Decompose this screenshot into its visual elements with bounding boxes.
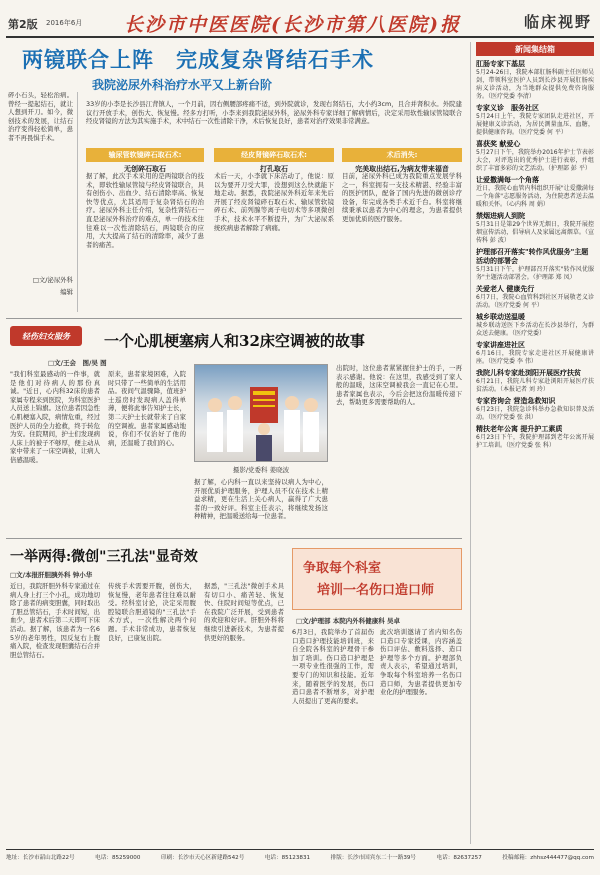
lead-box-1-sub: 无创碎石取石 [124, 165, 166, 173]
footer-rule [6, 849, 594, 850]
sidebar-news-item [476, 140, 594, 173]
sidebar-list [476, 60, 594, 450]
sidebar-news-body: 5月31日下午，护理部召开落实"转作风优服务"主题活动部署会。（护理部 郑 凤） [476, 266, 594, 281]
sidebar-news-item [476, 60, 594, 101]
feature-col-4: 出院时，这位患者紧紧握住护士的手，一再表示感谢。他说：在这里，我感受到了家人般的温暖，这床空调被我会一直记在心里。患者家属也表示，今后会把这份温暖传递下去，帮助更多需要帮助的人。 [336, 364, 462, 407]
sidebar-news-title: 我院儿科专家赴浏阳开展医疗扶贫 [476, 369, 581, 377]
feature-badge [10, 326, 82, 346]
photo-illustration [195, 365, 328, 462]
sidebar-news-item [476, 212, 594, 245]
lead-col-2: 术后一天，小李就下床活动了，他说：原以为要开刀受大罪，没想到这么快就能下地走动。据悉，我院泌尿外科近年来先后开展了经皮肾镜碎石取石术、输尿管软镜碎石术、前列腺等离子电切术等多项微创手术，技术水平不断提升，为广大泌尿系统疾病患者解除了病痛。 [214, 172, 334, 232]
craft-byline: □文/本报肝胆胰外科 钟小华 [10, 571, 93, 579]
page-number: 第2版 [8, 18, 38, 31]
sidebar-news-title: 精扶老年公寓 提升护工素质 [476, 425, 563, 433]
sidebar-title: 新闻集结箱 [515, 44, 555, 54]
lead-box-3-title: 术后消失: [342, 148, 462, 162]
feature-badge-text: 轻伤妇女服务 [22, 331, 70, 341]
feature-col-3: 据了解，心内科一直以来坚持以病人为中心，开展优质护理服务，护理人员不仅在技术上精益求精，更在生活上关心病人，赢得了广大患者的一致好评。科室主任表示，将继续发扬这种精神，把温暖送给每一位患者。 [194, 478, 328, 521]
lead-box-2 [214, 148, 334, 174]
craft-headline: 一举两得:微创"三孔法"显奇效 [10, 549, 198, 565]
masthead-rule [6, 36, 594, 38]
feature-byline: □文/王会 图/吴 图 [48, 359, 107, 367]
sidebar-news-body: 5月31日是第29个世界无烟日，我院开展控烟宣传活动，倡导病人及家属远离烟草。（宣传科 彭 波） [476, 221, 594, 244]
lead-col-3: 目前，泌尿外科已成为我院重点发展学科之一，科室拥有一支技术精湛、经验丰富的医护团队，配备了国内先进的微创诊疗设备，年完成各类手术近千台。科室将继续秉承以患者为中心的理念，为患者提供更加优质的医疗服务。 [342, 172, 462, 223]
sidebar-news-body: 近日，我院心血管内科组织开展"让爱撒满每一个角落"志愿服务活动，为住院患者送去温暖和关怀。（心内科 周 娟） [476, 185, 594, 208]
craft-col-3: 据悉，"三孔法"微创手术具有切口小、痛苦轻、恢复快、住院时间短等优点，已在我院广泛开展，受到患者的欢迎和好评。肝胆外科将继续引进新技术，为患者提供更好的服务。 [204, 582, 284, 642]
lead-headline: 两镜联合上阵 完成复杂肾结石手术 [22, 48, 374, 72]
lead-box-1 [86, 148, 204, 174]
lead-box-2-title: 经皮肾镜碎石取石术: [214, 148, 334, 162]
sidebar-news-item [476, 176, 594, 209]
sidebar-news-body: 6月21日，我院儿科专家赴浏阳开展医疗扶贫活动。（本报记者 刘 玲） [476, 378, 594, 393]
footer-tel-3: 电话：82637257 [436, 855, 482, 861]
sidebar-news-body: 6月23日，我院急诊科举办急救知识普及活动。（医疗党委 张 洪） [476, 406, 594, 421]
masthead [6, 3, 594, 37]
sidebar-news-item [476, 425, 594, 450]
sidebar-news-body: 5月24-26日，我院本部肛肠科副主任医师吴剑，带领科室医护人员到长沙县开展肛肠疾病义诊活动，为当地群众提供免费咨询服务。（医疗党委 李清） [476, 69, 594, 100]
sidebar-news-item [476, 341, 594, 366]
sidebar-news-body: 城乡联动送医下乡活动在长沙县举行，为群众送去健康。（医疗党委） [476, 322, 594, 337]
sidebar-news-title: 护理部召开落实"转作风优服务"主题活动的部署会 [476, 248, 589, 265]
contest-headline-2: 培训一名伤口造口师 [317, 583, 435, 598]
contest-headline-1: 争取每个科室 [303, 561, 382, 576]
craft-col-2: 传统手术需要开腹，创伤大，恢复慢，老年患者往往难以耐受。经科室讨论，决定采用腹腔镜联合胆道镜的"三孔法"手术方式，一次性解决两个问题。手术非常成功，患者恢复良好，已康复出院。 [108, 582, 196, 642]
contest-box [292, 548, 462, 610]
sidebar-news-item [476, 285, 594, 310]
sidebar-news-body: 5月24日上午，我院专家团队走进社区，开展健康义诊活动，为居民测量血压、血糖，提供健康咨询。（医疗党委 何 平） [476, 113, 594, 136]
contest-col-2: 此次培训邀请了省内知名伤口造口专家授课，内容涵盖伤口评估、敷料选择、造口护理等多个方面。护理部负责人表示，希望通过培训，争取每个科室培养一名伤口造口师，为患者提供更加专业化的护理服务。 [380, 628, 462, 697]
lead-intro: 33岁的小李是长沙县江背镇人，一个月前，因右侧腰部疼痛不适，到外院就诊，发现右肾结石，大小约3cm，且合并肾积水。外院建议行开放手术，创伤大、恢复慢。经多方打听，小李来到我院泌尿外科，泌尿外科专家详细了解病情后，决定采用软性输尿管镜联合经皮肾镜的方法为其实施手术，术中结石一次性清除干净，术后恢复良好，患者对治疗效果非常满意。 [86, 100, 462, 126]
footer-address: 地址：长沙市韶山北路22号 [6, 855, 75, 861]
sidebar-news-title: 城乡联动送温暖 [476, 313, 525, 321]
sidebar-news-title: 禁烟进病人到院 [476, 212, 525, 220]
feature-headline: 一个心肌梗塞病人和32床空调被的故事 [104, 332, 365, 350]
section-name: 临床视野 [523, 13, 592, 31]
side-quote-text: 碎小石头，轻松治病。曾经一提起结石，就让人想到开刀。如今，微创技术的发展，让结石治疗变得轻松简单，患者不再畏惧手术。 [8, 92, 73, 142]
sidebar-news-body: 6月23日下午，我院护理部到老年公寓开展护工培训。（医疗党委 张 科） [476, 434, 594, 449]
footer-mail: 投稿邮箱：zhhsz444477@qq.com [502, 855, 594, 861]
sidebar-news-item [476, 397, 594, 422]
side-quote-author: □文/泌尿外科 [32, 276, 73, 284]
sidebar-news-item [476, 248, 594, 282]
footer-tel-1: 电话：85259000 [95, 855, 141, 861]
sidebar-news-title: 专家讲座进社区 [476, 341, 525, 349]
sidebar-news-body: 6月7日，我院心血管科到社区开展敬老义诊活动。（医疗党委 何 平） [476, 294, 594, 309]
sidebar-news-body: 5月27日下午，我院举办2016年护士节表彰大会，对评选出的优秀护士进行表彰，并组织了丰富多彩的文艺活动。（护理部 彭 平） [476, 149, 594, 172]
lead-box-2-sub: 打孔取石 [260, 165, 288, 173]
sidebar-news-title: 专家咨询会 营造急救知识 [476, 397, 556, 405]
sidebar-news-title: 关爱老人 健康先行 [476, 285, 535, 293]
sidebar-news-item [476, 104, 594, 137]
sidebar-news-item [476, 369, 594, 394]
feature-col-2: 原来，患者家境困难，入院时只带了一些简单的生活用品。夜间气温骤降，值班护士巡房时发现病人盖得单薄，便将此事告知护士长，第二天护士长就带来了自家的空调被。患者家属感动地说，你们不仅治好了他的病，还温暖了我们的心。 [108, 370, 186, 447]
issue-date: 2016年6月 [46, 19, 83, 27]
feature-photo-caption: 摄影/党委科 姜晓波 [232, 466, 290, 474]
lead-box-3 [342, 148, 462, 174]
contest-byline: □文/护理部 本院内外科健康科 吴卓 [296, 617, 401, 625]
footer-print-2: 排版：长沙市国宾东二十一路39号 [330, 855, 417, 861]
footer-print: 印刷：长沙市天心区新建路542号 [160, 855, 245, 861]
feature-photo [194, 364, 328, 462]
sidebar-news-body: 6月16日，我院专家走进社区开展健康讲座。（医疗党委 李 伟） [476, 350, 594, 365]
lead-box-1-title: 输尿管软镜碎石取石术: [86, 148, 204, 162]
footer-tel-2: 电话：85123831 [264, 855, 311, 861]
newspaper-brand: 长沙市中医医院(长沙市第八医院)报 [124, 14, 461, 36]
sidebar-news-title: 肛肠专家下基层 [476, 60, 525, 68]
contest-col-1: 6月3日，我院举办了首届伤口造口护理技能培训班，来自全院各科室的护理骨干参加了培训。伤口造口护理是一项专业性很强的工作，需要专门的知识和技能。近年来，随着医学的发展，伤口造口患者不断增多，对护理人员提出了更高的要求。 [292, 628, 374, 705]
craft-col-1: 近日，我院肝胆外科专家通过在病人身上打三个小孔，成功地切除了患者的病变胆囊，同时取出了胆总管结石，手术时间短，出血少，患者术后第二天即可下床活动。据了解，该患者为一名65岁的老年男性，因反复右上腹痛入院，检查发现胆囊结石合并胆总管结石。 [10, 582, 100, 659]
footer [6, 853, 594, 867]
section-rule-2 [6, 538, 462, 539]
lead-col-1: 据了解，此次手术采用的是两镜联合的技术，即软性输尿管镜与经皮肾镜联合，具有创伤小、出血少、结石清除率高、恢复快等优点，尤其适用于复杂肾结石的治疗。泌尿外科主任介绍，复杂性肾结石一直是泌尿外科治疗的难点，单一的技术往往难以一次性清除结石，两镜联合的应用，大大提高了结石的清除率，减少了患者的痛苦。 [86, 172, 204, 249]
section-rule-1 [6, 318, 462, 319]
side-quote-end: 编辑 [60, 287, 73, 296]
lead-subhead: 我院泌尿外科治疗水平又上新台阶 [92, 78, 273, 92]
side-quote-box [8, 92, 78, 312]
lead-box-3-sub: 完美取出结石,为病友带来福音 [355, 165, 449, 173]
sidebar-title-bar [476, 42, 594, 56]
news-sidebar [470, 42, 594, 844]
sidebar-news-title: 让爱撒满每一个角落 [476, 176, 539, 184]
feature-col-1: "我们科室最感动的一件事，就是他们对待病人的那份真诚。"近日，心内科32床的患者家属专程来到医院，为科室医护人员送上锦旗。这位患者因急性心肌梗塞入院，病情危重，经过医护人员的全力抢救，终于转危为安。住院期间，护士们发现病人床上的被子不够厚，便主动从家中带来了一床空调被，让病人倍感温暖。 [10, 370, 100, 464]
sidebar-news-title: 喜获奖 献爱心 [476, 140, 521, 148]
sidebar-news-title: 专家义诊 服务社区 [476, 104, 539, 112]
sidebar-news-item [476, 313, 594, 338]
